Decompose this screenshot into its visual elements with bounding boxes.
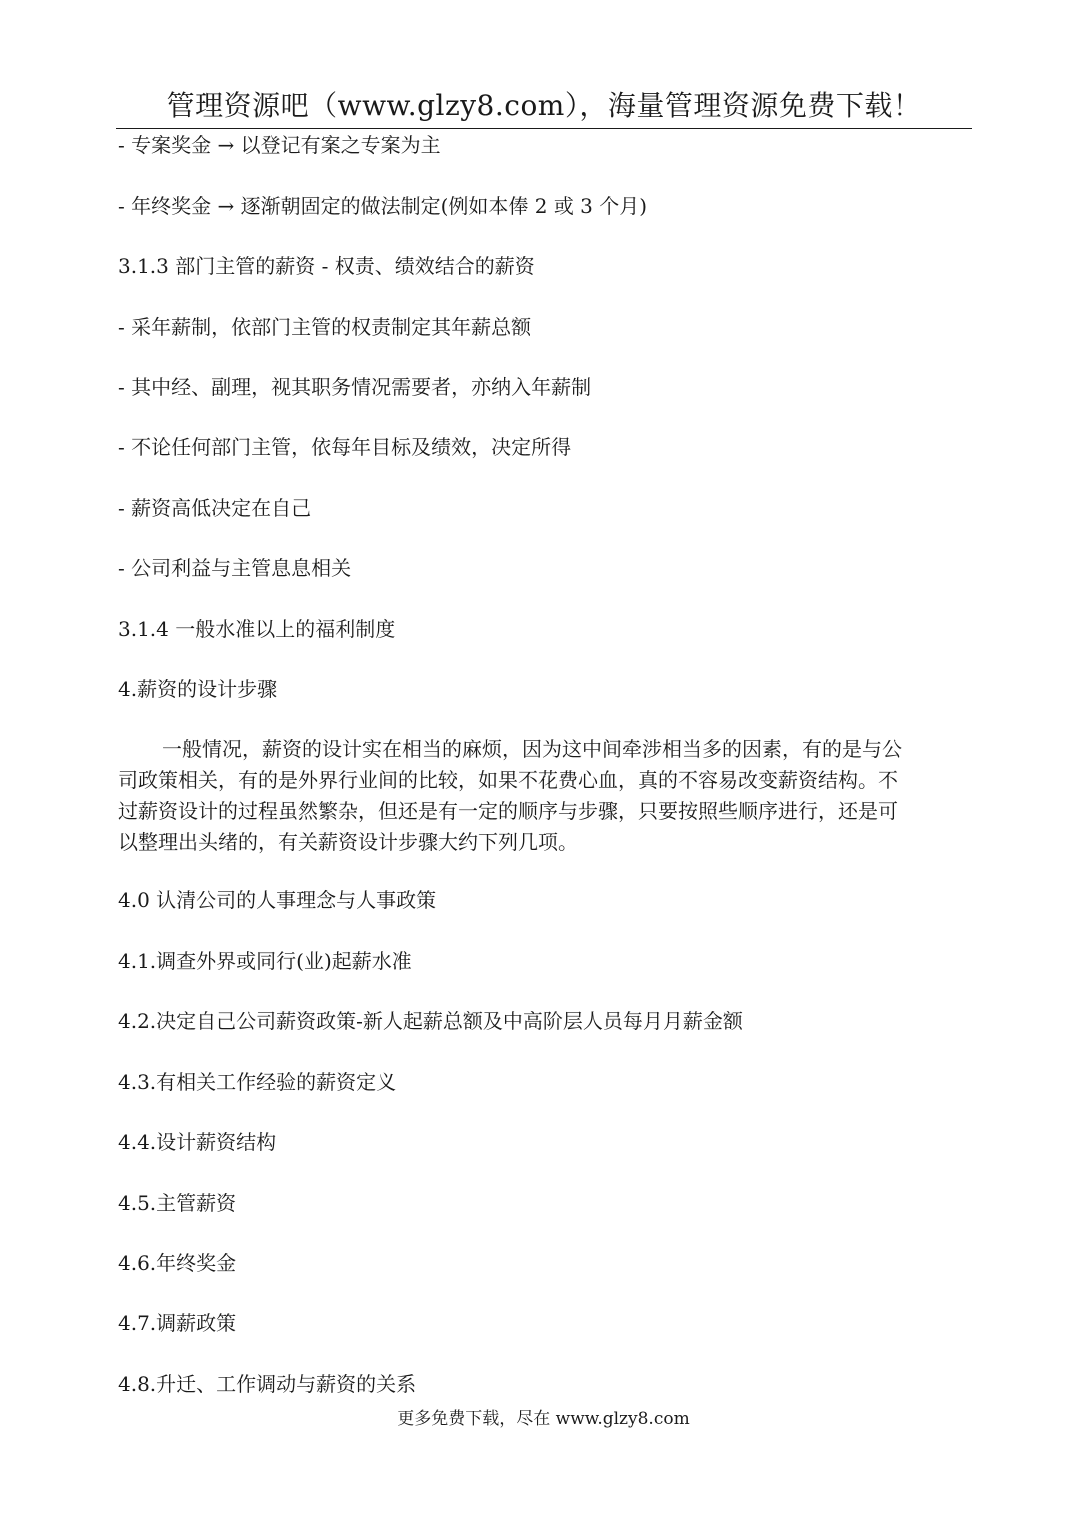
list-item: - 公司利益与主管息息相关	[118, 556, 352, 580]
paragraph-line: 一般情况，薪资的设计实在相当的麻烦，因为这中间牵涉相当多的因素，有的是与公	[162, 737, 902, 761]
intro-paragraph	[118, 734, 970, 858]
paragraph-line: 司政策相关，有的是外界行业间的比较，如果不花费心血，真的不容易改变薪资结构。不	[118, 768, 898, 792]
header-divider	[116, 128, 972, 129]
step-4-6: 4.6.年终奖金	[118, 1251, 237, 1275]
step-4-7: 4.7.调薪政策	[118, 1311, 237, 1335]
bonus-project-line: - 专案奖金 → 以登记有案之专案为主	[118, 133, 441, 157]
step-4-2: 4.2.决定自己公司薪资政策-新人起薪总额及中高阶层人员每月月薪金额	[118, 1009, 743, 1033]
page-footer: 更多免费下载，尽在 www.glzy8.com	[397, 1409, 690, 1429]
step-4-4: 4.4.设计薪资结构	[118, 1130, 277, 1154]
list-item: - 采年薪制，依部门主管的权责制定其年薪总额	[118, 315, 532, 339]
section-heading-3-1-4: 3.1.4 一般水准以上的福利制度	[118, 617, 396, 641]
bonus-yearend-line: - 年终奖金 → 逐渐朝固定的做法制定(例如本俸 2 或 3 个月)	[118, 194, 648, 218]
paragraph-line: 过薪资设计的过程虽然繁杂，但还是有一定的顺序与步骤，只要按照些顺序进行，还是可	[118, 799, 898, 823]
step-4-0: 4.0 认清公司的人事理念与人事政策	[118, 888, 437, 912]
step-4-3: 4.3.有相关工作经验的薪资定义	[118, 1070, 397, 1094]
paragraph-line: 以整理出头绪的，有关薪资设计步骤大约下列几项。	[118, 830, 578, 854]
section-heading-3-1-3: 3.1.3 部门主管的薪资 - 权责、绩效结合的薪资	[118, 254, 535, 278]
section-heading-4: 4.薪资的设计步骤	[118, 677, 278, 701]
list-item: - 其中经、副理，视其职务情况需要者，亦纳入年薪制	[118, 375, 592, 399]
list-item: - 不论任何部门主管，依每年目标及绩效，决定所得	[118, 435, 572, 459]
page-header-title: 管理资源吧（www.glzy8.com），海量管理资源免费下载！	[166, 89, 922, 122]
list-item: - 薪资高低决定在自己	[118, 496, 312, 520]
step-4-1: 4.1.调查外界或同行(业)起薪水准	[118, 949, 412, 973]
step-4-5: 4.5.主管薪资	[118, 1191, 237, 1215]
step-4-8: 4.8.升迁、工作调动与薪资的关系	[118, 1372, 417, 1396]
